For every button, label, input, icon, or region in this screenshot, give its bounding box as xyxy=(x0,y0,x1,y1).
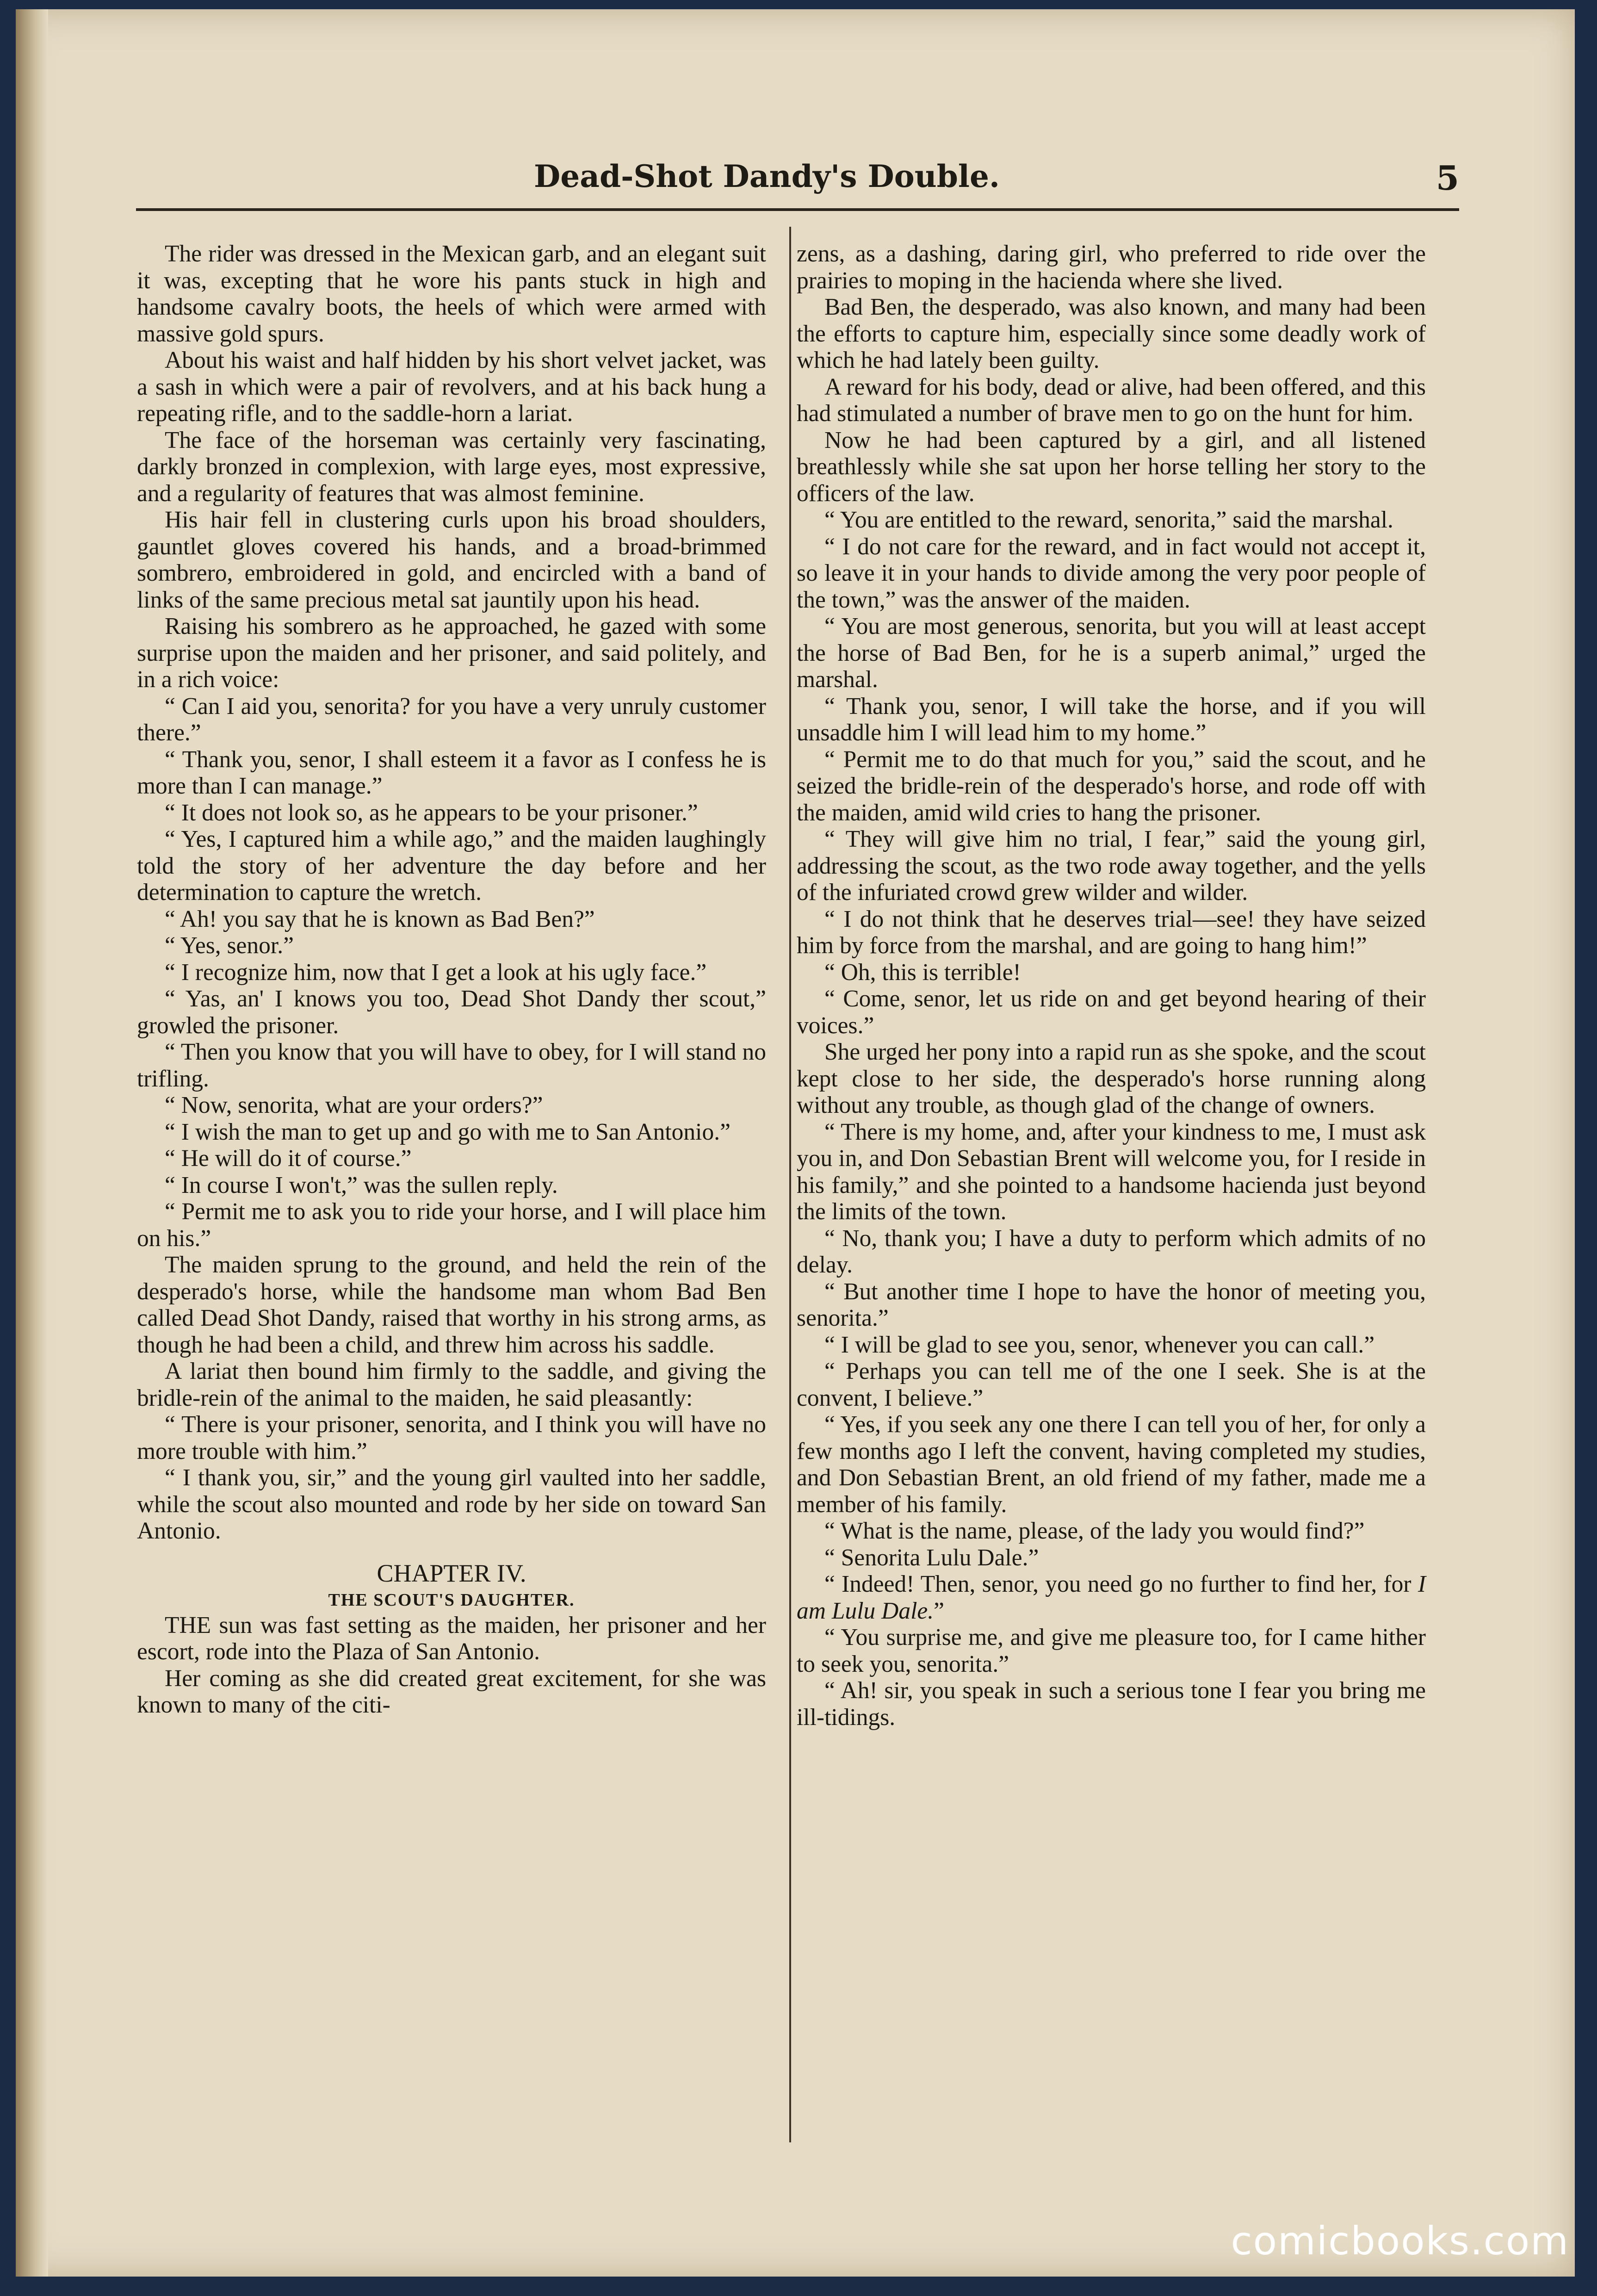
paragraph-text: ” xyxy=(934,1597,944,1624)
paragraph: “ You are most generous, senorita, but you will at least accept the horse of Bad Ben, for he is a superb animal,” urged the marshal. xyxy=(797,613,1426,693)
paragraph: Now he had been captured by a girl, and all listened breathlessly while she sat upon her horse telling her story to the officers of the law. xyxy=(797,427,1426,507)
paragraph: “ I do not care for the reward, and in fact would not accept it, so leave it in your hands to divide among the very poor people of the town,” was the answer of the maiden. xyxy=(797,533,1426,613)
site-watermark: comicbooks.com xyxy=(1231,2218,1569,2264)
chapter-paragraphs xyxy=(137,1612,766,1719)
paragraph: “ What is the name, please, of the lady you would find?” xyxy=(824,1518,1365,1544)
paragraph: “ He will do it of course.” xyxy=(165,1145,412,1172)
paragraph: “ I wish the man to get up and go with me to San Antonio.” xyxy=(165,1118,730,1145)
paragraph: “ I will be glad to see you, senor, whenever you can call.” xyxy=(824,1331,1375,1358)
right-paragraphs xyxy=(797,241,1426,1571)
paragraph: “ I recognize him, now that I get a look at his ugly face.” xyxy=(165,959,707,986)
paragraph: His hair fell in clustering curls upon his broad shoulders, gauntlet gloves covered his hands, and a broad-brimmed sombrero, embroidered in gold, and encircled with a band of links of the same precious metal sat jauntily upon his head. xyxy=(137,507,766,613)
paragraph: “ I do not think that he deserves trial—see! they have seized him by force from the marshal, and are going to hang him!” xyxy=(797,906,1426,959)
paragraph-text: “ Indeed! Then, senor, you need go no further to find her, for xyxy=(824,1571,1418,1597)
paragraph: zens, as a dashing, daring girl, who preferred to ride over the prairies to moping in the hacienda where she lived. xyxy=(797,241,1426,294)
paragraph: “ In course I won't,” was the sullen reply. xyxy=(165,1172,558,1198)
chapter-heading: CHAPTER IV. xyxy=(377,1559,526,1587)
paragraph: The face of the horseman was certainly very fascinating, darkly bronzed in complexion, with large eyes, most expressive, and a regularity of features that was almost feminine. xyxy=(137,427,766,507)
page-number: 5 xyxy=(1436,158,1459,198)
paragraph: “ Ah! you say that he is known as Bad Ben?” xyxy=(165,906,595,932)
paragraph: “ Yas, an' I knows you too, Dead Shot Dandy ther scout,” growled the prisoner. xyxy=(137,986,766,1039)
paragraph: “ But another time I hope to have the honor of meeting you, senorita.” xyxy=(797,1278,1426,1331)
paragraph: THE sun was fast setting as the maiden, her prisoner and her escort, rode into the Plaza of San Antonio. xyxy=(137,1612,766,1665)
paragraph: “ Then you know that you will have to obey, for I will stand no trifling. xyxy=(137,1039,766,1092)
paragraph: “ No, thank you; I have a duty to perform which admits of no delay. xyxy=(797,1225,1426,1278)
paragraph: A reward for his body, dead or alive, had been offered, and this had stimulated a number of brave men to go on the hunt for him. xyxy=(797,373,1426,427)
paragraph: The maiden sprung to the ground, and held the rein of the desperado's horse, while the handsome man whom Bad Ben called Dead Shot Dandy, raised that worthy in his strong arms, as though he had been a child, and threw him across his saddle. xyxy=(137,1252,766,1358)
paragraph: Bad Ben, the desperado, was also known, and many had been the efforts to capture him, especially since some deadly work of which he had lately been guilty. xyxy=(797,294,1426,373)
paragraph: “ Come, senor, let us ride on and get beyond hearing of their voices.” xyxy=(797,986,1426,1039)
paragraph: “ It does not look so, as he appears to be your prisoner.” xyxy=(165,799,698,826)
paragraph: “ Permit me to ask you to ride your horse, and I will place him on his.” xyxy=(137,1198,766,1252)
paragraph: “ I thank you, sir,” and the young girl vaulted into her saddle, while the scout also mounted and rode by her side on toward San Antonio. xyxy=(137,1464,766,1544)
paragraph: “ There is your prisoner, senorita, and I think you will have no more trouble with him.” xyxy=(137,1411,766,1464)
paragraph: “ Thank you, senor, I shall esteem it a favor as I confess he is more than I can manage.” xyxy=(137,746,766,799)
paragraph: “ Can I aid you, senorita? for you have a very unruly customer there.” xyxy=(137,693,766,746)
paragraph: “ Perhaps you can tell me of the one I seek. She is at the convent, I believe.” xyxy=(797,1358,1426,1411)
paragraph: The rider was dressed in the Mexican garb, and an elegant suit it was, excepting that he wore his pants stuck in high and handsome cavalry boots, the heels of which were armed with massive gold spurs. xyxy=(137,241,766,347)
paragraph: “ They will give him no trial, I fear,” said the young girl, addressing the scout, as the two rode away together, and the yells of the infuriated crowd grew wilder and wilder. xyxy=(797,826,1426,906)
paragraph xyxy=(797,1571,1426,1624)
paragraph: “ You surprise me, and give me pleasure too, for I came hither to seek you, senorita.” xyxy=(797,1624,1426,1677)
paragraph: “ You are entitled to the reward, senorita,” said the marshal. xyxy=(824,507,1393,533)
page-sheet xyxy=(16,9,1575,2277)
column-divider xyxy=(789,227,791,2142)
paragraph: “ Ah! sir, you speak in such a serious tone I fear you bring me ill-tidings. xyxy=(797,1677,1426,1731)
paragraph: Her coming as she did created great excitement, for she was known to many of the citi- xyxy=(137,1665,766,1718)
paragraph: Raising his sombrero as he approached, he gazed with some surprise upon the maiden and her prisoner, and said politely, and in a rich voice: xyxy=(137,613,766,693)
paragraph: “ Yes, senor.” xyxy=(165,932,294,959)
paragraph: “ Yes, I captured him a while ago,” and the maiden laughingly told the story of her adventure the day before and her determination to capture the wretch. xyxy=(137,826,766,906)
right-column xyxy=(797,241,1426,1731)
paragraph: “ There is my home, and, after your kindness to me, I must ask you in, and Don Sebastian Brent will welcome you, for I reside in his family,” and she pointed to a handsome hacienda just beyond the limits of the town. xyxy=(797,1118,1426,1225)
running-title: Dead-Shot Dandy's Double. xyxy=(534,158,1000,194)
left-paragraphs xyxy=(137,241,766,1545)
italic-text: I am Lulu Dale. xyxy=(797,1571,1426,1624)
paragraph: About his waist and half hidden by his short velvet jacket, was a sash in which were a pair of revolvers, and at his back hung a repeating rifle, and to the saddle-horn a lariat. xyxy=(137,347,766,427)
header-rule xyxy=(136,208,1459,211)
running-header xyxy=(534,158,1459,205)
binding-gutter xyxy=(16,9,48,2277)
paragraph: “ Yes, if you seek any one there I can tell you of her, for only a few months ago I left the convent, having completed my studies, and Don Sebastian Brent, an old friend of my father, made me a member of his family. xyxy=(797,1411,1426,1518)
chapter-subheading: THE SCOUT'S DAUGHTER. xyxy=(328,1590,575,1610)
paragraph: “ Permit me to do that much for you,” said the scout, and he seized the bridle-rein of the desperado's horse, and rode off with the maiden, amid wild cries to hang the prisoner. xyxy=(797,746,1426,826)
paragraph: “ Thank you, senor, I will take the horse, and if you will unsaddle him I will lead him to my home.” xyxy=(797,693,1426,746)
paragraph: “ Now, senorita, what are your orders?” xyxy=(165,1092,543,1118)
paragraph: “ Senorita Lulu Dale.” xyxy=(824,1544,1039,1571)
paragraph: “ Oh, this is terrible! xyxy=(824,959,1021,986)
paragraph: A lariat then bound him firmly to the saddle, and giving the bridle-rein of the animal to the maiden, he said pleasantly: xyxy=(137,1358,766,1411)
paragraph: She urged her pony into a rapid run as she spoke, and the scout kept close to her side, the desperado's horse running along without any trouble, as though glad of the change of owners. xyxy=(797,1039,1426,1118)
left-column xyxy=(137,241,766,1719)
